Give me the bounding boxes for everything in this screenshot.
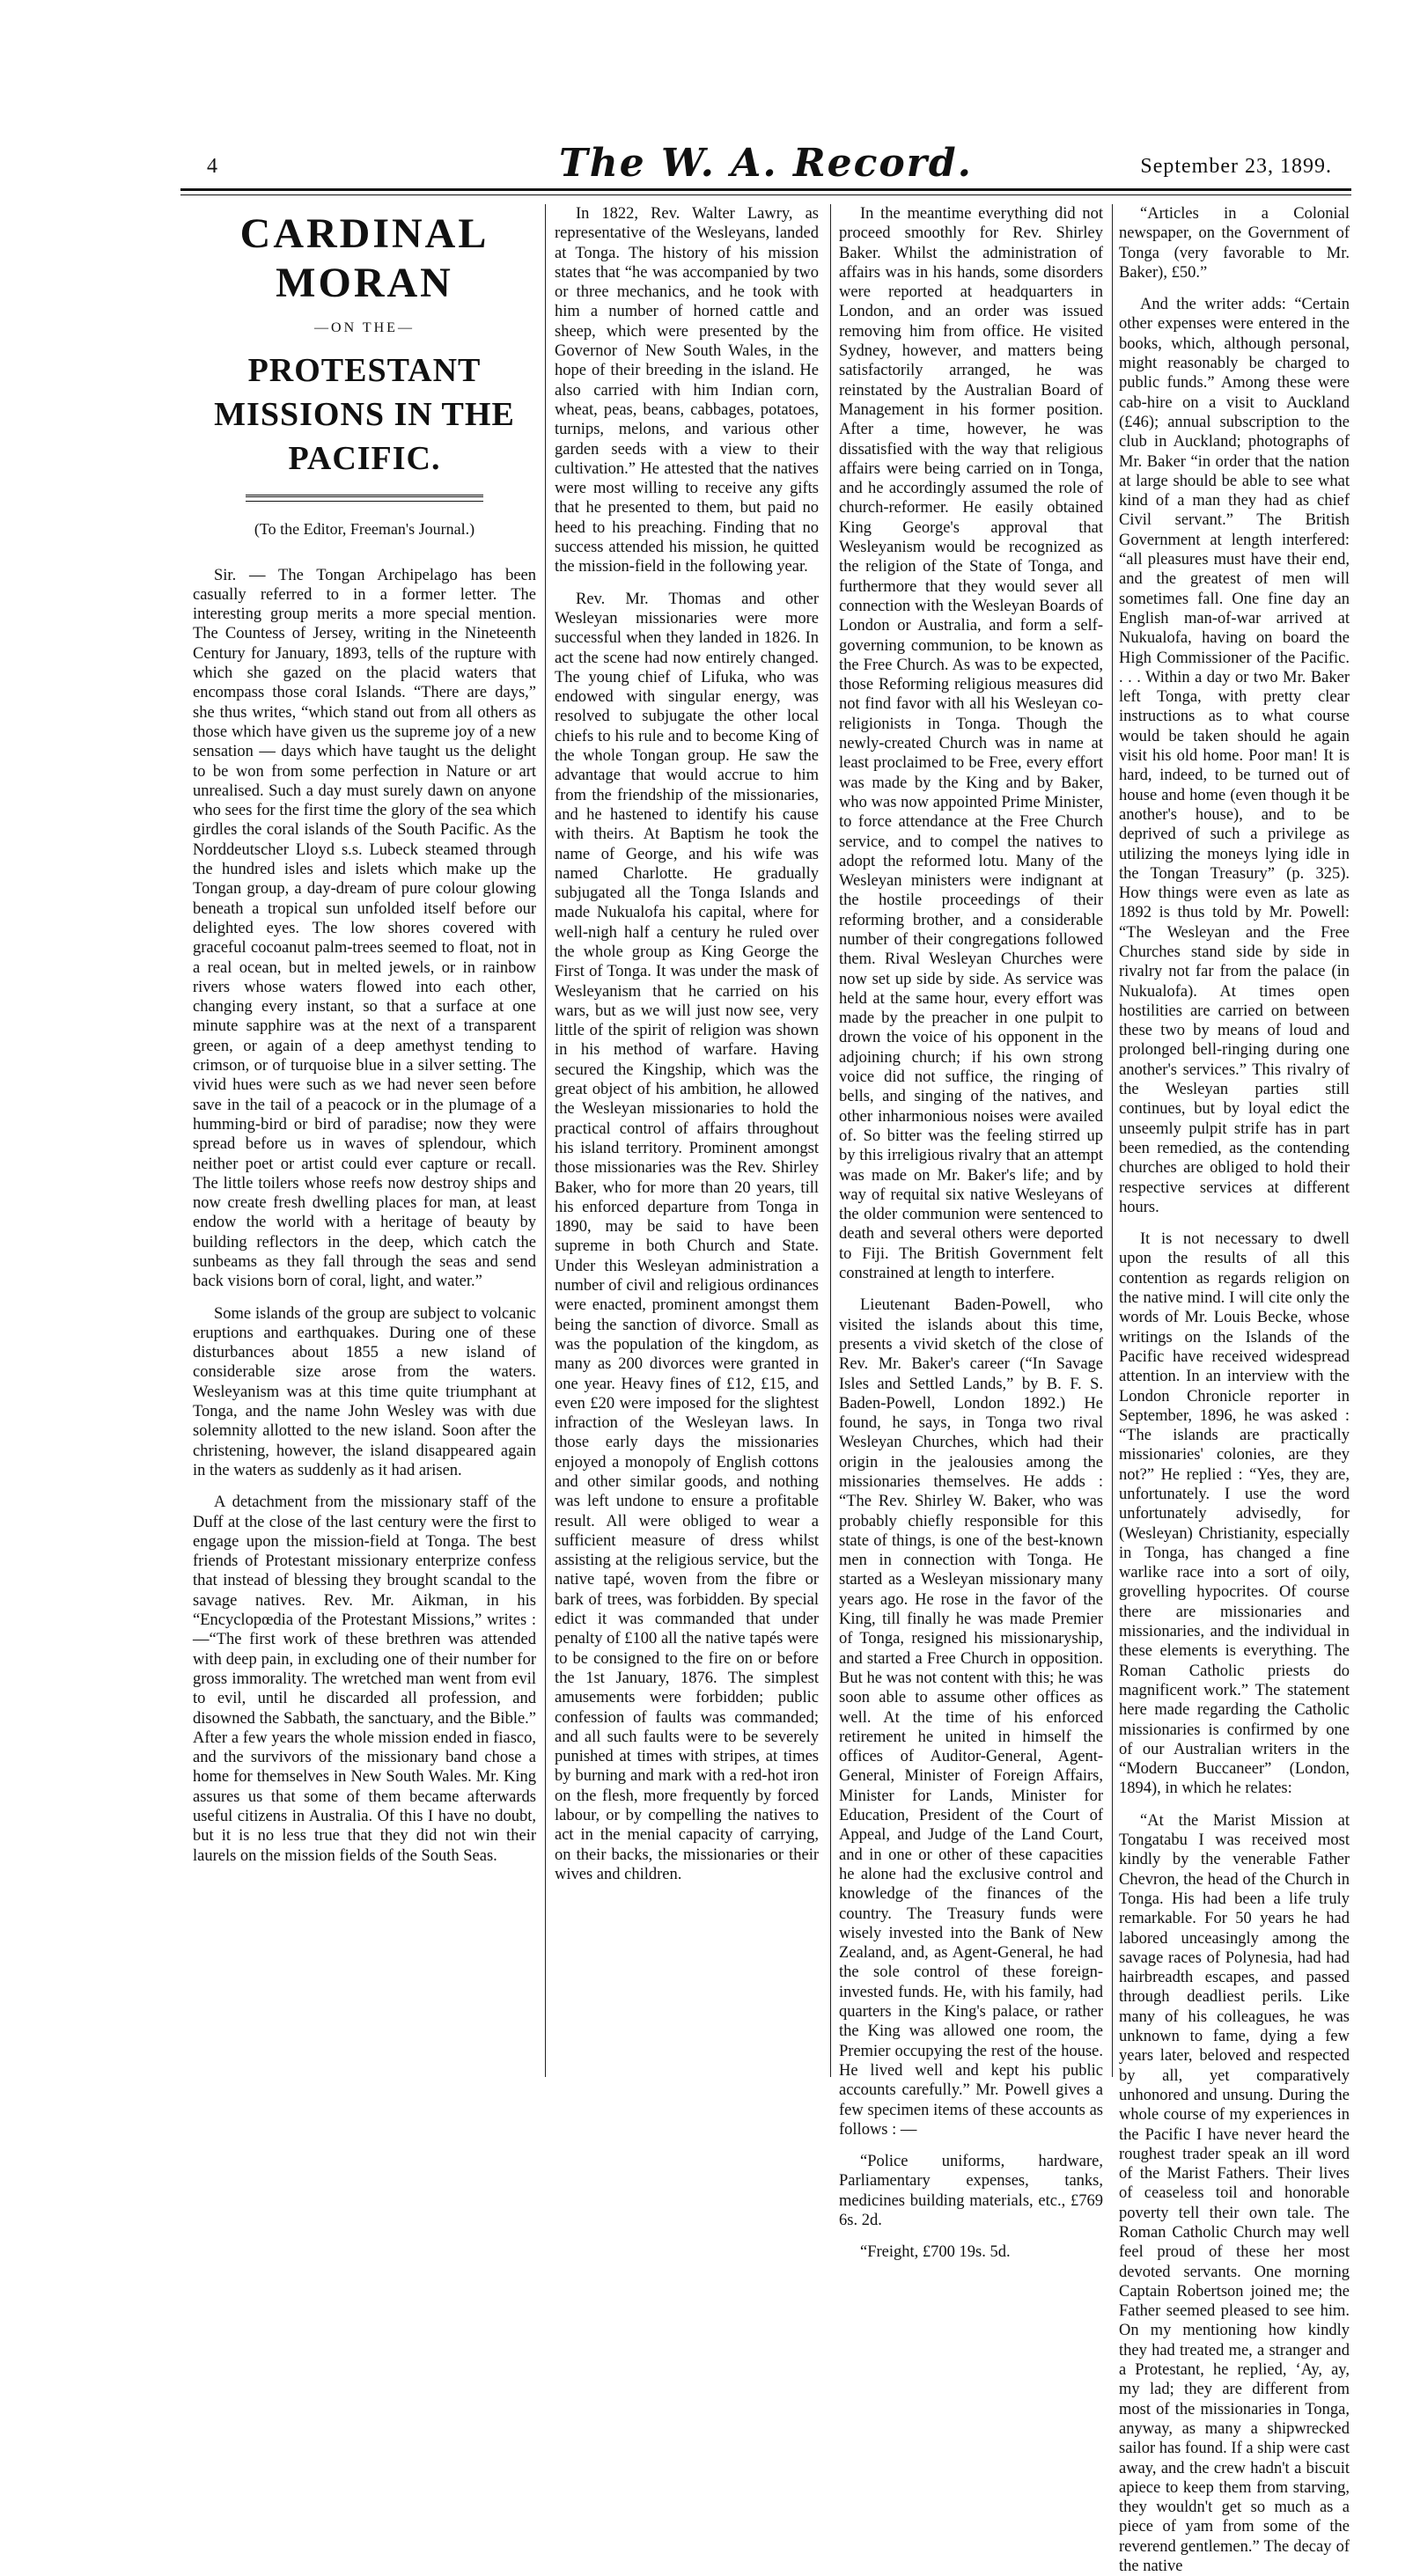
page-number: 4 (207, 155, 217, 178)
column-4 (1119, 204, 1350, 2576)
article-subtitle: PROTESTANT MISSIONS IN THE PACIFIC. (214, 352, 515, 478)
paragraph: In the meantime everything did not proceed smoothly for Rev. Shirley Baker. Whilst the administration of affairs was in his hands, some disorders were reported at headquarters in London, and an order was issued removing him from office. He visited Sydney, however, and matters being satisfactorily arranged, he was reinstated by the Australian Board of Management in his former position. After a time, however, he was dissatisfied with the way that religious affairs were being carried on in Tonga, and he accordingly assumed the role of church-reformer. He easily obtained King George's approval that Wesleyanism would be recognized as the religion of the State of Tonga, and furthermore that they would sever all connection with the Wesleyan Boards of London or Australia, and form a self-governing communion, to be known as the Free Church. As was to be expected, those Reforming religious measures did not find favor with all his Wesleyan co-religionists in Tonga. Though the newly-created Church was in name at least proclaimed to be Free, every effort was made by the King and by Baker, who was now appointed Prime Minister, to force attendance at the Free Church service, and to compel the natives to adopt the reformed lotu. Many of the Wesleyan ministers were indignant at the hostile proceedings of their reforming brother, and a considerable number of their congregations followed them. Rival Wesleyan Churches were now set up side by side. As service was held at the same hour, every effort was made by the preacher in one pulpit to drown the voice of his opponent in the adjoining church; if his own strong voice did not suffice, the ringing of bells, and singing of the natives, and other inharmonious noises were availed of. So bitter was the feeling stirred up by this irreligious rivalry that an attempt was made on Mr. Baker's life; and by way of requital six native Wesleyans of the older communion were sentenced to death and several others were deported to Fiji. The British Government felt constrained at length to interfere. (839, 205, 1103, 1283)
paragraph: In 1822, Rev. Walter Lawry, as representative of the Wesleyans, landed at Tonga. The history of his mission states that “he was accompanied by two or three mechanics, and he took with him a number of horned cattle and sheep, which were presented by the Governor of New South Wales, in the hope of their breeding in the island. He also carried with him Indian corn, wheat, peas, beans, cabbages, potatoes, turnips, melons, and various other garden seeds with a view to their cultivation.” He attested that the natives were most willing to receive any gifts that he presented to them, but paid no heed to his preaching. Finding that no success attended his mission, he quitted the mission-field in the following year. (555, 205, 819, 576)
column-rule-1 (545, 204, 546, 2077)
paragraph: Lieutenant Baden-Powell, who visited the islands about this time, presents a vivid sketch of the close of Rev. Mr. Baker's career (“In Savage Isles and Settled Lands,” by B. F. S. Baden-Powell, London 1892.) He found, he says, in Tonga two rival Wesleyan Churches, which had their origin in the jealousies among the missionaries themselves. He adds : “The Rev. Shirley W. Baker, who was probably chiefly responsible for this state of things, is one of the best-known men in connection with Tonga. He started as a Wesleyan missionary many years ago. He rose in the favor of the King, till finally he was made Premier of Tonga, resigned his missionaryship, and started a Free Church in opposition. But he was not content with this; he was soon able to assume other offices as well. At the time of his enforced retirement he united in himself the offices of Auditor-General, Agent-General, Minister of Foreign Affairs, Minister for Lands, Minister for Education, President of the Court of Appeal, and Judge of the Land Court, and in one or other of these capacities he alone had the exclusive control and knowledge of the finances of the country. The Treasury funds were wisely invested into the Bank of New Zealand, and, as Agent-General, he had the sole control of these foreign-invested funds. He, with his family, had quarters in the King's palace, or rather the King was allowed one room, the Premier occupying the rest of the house. He lived well and kept his public accounts carefully.” Mr. Powell gives a few specimen items of these accounts as follows : — (839, 1296, 1103, 2139)
column-2 (555, 204, 819, 2077)
column-3 (839, 204, 1103, 2262)
paragraph: And the writer adds: “Certain other expenses were entered in the books, which, although personal, might reasonably be charged to public funds.” Among these were cab-hire on a visit to Auckland (£46); annual subscription to the club in Auckland; photographs of Mr. Baker “in order that the nation at large should be able to see what kind of a man they had as chief Civil servant.” The British Government at length interfered: “all pleasures must have their end, and the greatest of men will sometimes fall. One fine day an English man-of-war arrived at Nukualofa, having on board the High Commissioner of the Pacific. . . . Within a day or two Mr. Baker left Tonga, with pretty clear instructions as to what course would be taken should he again visit his old home. Poor man! It is hard, indeed, to be turned out of house and home (even though it be another's house), and to be deprived of such a privilege as utilizing the moneys lying idle in the Tongan Treasury” (p. 325). How things were even as late as 1892 is thus told by Mr. Powell: “The Wesleyan and the Free Churches stand side by side in rivalry not far from the palace (in Nukualofa). At times open hostilities are carried on between these two by means of loud and prolonged bell-ringing during one another's services.” This rivalry of the Wesleyan parties still continues, but by loyal edict the unseemly pulpit strife has in part been remedied, as the contending churches are obliged to hold their respective services at different hours. (1119, 296, 1350, 1216)
article-on-the: —ON THE— (314, 320, 415, 335)
page-header (180, 141, 1351, 188)
paragraph: Rev. Mr. Thomas and other Wesleyan missionaries were more successful when they landed in 1826. In act the scene had now entirely changed. The young chief of Lifuka, who was endowed with singular energy, was resolved to subjugate the other local chiefs to his rule and to become King of the whole Tongan group. He saw the advantage that would accrue to him from the friendship of the missionaries, and he hastened to identify his cause with theirs. At Baptism he took the name of George, and his wife was named Charlotte. He gradually subjugated all the Tonga Islands and made Nukualofa his capital, where for well-nigh half a century he ruled over the whole group as King George the First of Tonga. It was under the mask of Wesleyanism that he carried on his wars, but as we will just now see, very little of the spirit of religion was shown in his method of warfare. Having secured the Kingship, which was the great object of his ambition, he allowed the Wesleyan missionaries to hold the practical control of affairs throughout his island territory. Prominent amongst those missionaries was the Rev. Shirley Baker, who for more than 20 years, till his enforced departure from Tonga in 1890, may be said to have been supreme in both Church and State. Under this Wesleyan administration a number of civil and religious ordinances were enacted, prominent amongst them being the sanction of divorce. Small as was the population of the kingdom, as many as 200 divorces were granted in one year. Heavy fines of £12, £15, and even £20 were imposed for the slightest infraction of the Wesleyan laws. In those early days the missionaries enjoyed a monopoly of English cottons and other similar goods, and nothing was left undone to ensure a profitable result. All were obliged to wear a sufficient measure of dress whilst assisting at the religious service, but the native tapé, woven from the fibre or bark of trees, was forbidden. By special edict it was commanded that under penalty of £100 all the native tapés were to be consigned to the fire on or before the 1st January, 1876. The simplest amusements were forbidden; public confession of faults was commanded; and all such faults were to be severely punished at times with stripes, at times by burning and mark with a red-hot iron on the flesh, more frequently by forced labour, or by compelling the natives to act in the menial capacity of carrying, on their backs, the missionaries or their wives and children. (555, 590, 819, 1883)
column-rule-3 (1112, 204, 1113, 2077)
paragraph: Sir. — The Tongan Archipelago has been casually referred to in a former letter. The interesting group merits a more special mention. The Countess of Jersey, writing in the Nineteenth Century for January, 1893, tells of the rupture with which she gazed on the placid waters that encompass those coral Islands. “There are days,” she thus writes, “which stand out from all others as those which have given us the supreme joy of a new sensation — days which have taught us the delight to be won from some perfection in Nature or art unrealised. Such a day must surely dawn on anyone who sees for the first time the glory of the sea which girdles the coral islands of the South Pacific. As the Norddeutscher Lloyd s.s. Lubeck steamed through the hundred isles and islets which make up the Tongan group, a day-dream of pure colour glowing beneath a tropical sun unfolded itself before our delighted eyes. The low shores covered with graceful cocoanut palm-trees seemed to float, not in a real ocean, but in melted jewels, or in rainbow rivers whose waters flowed into each other, changing every instant, so that a surface at one minute sapphire was at the next of a transparent green, or again of a deep amethyst tending to crimson, or of turquoise blue in a silver setting. The vivid hues were such as we had never seen before save in the tail of a peacock or in the plumage of a humming-bird or bird of paradise; now they were spread before us in waves of splendour, which neither poet or artist could ever capture or recall. The little toilers whose reefs now destroy ships and now create fresh dwelling places for man, at least endow the world with a heritage of beauty by building reflectors in the deep, which catch the sunbeams as they fall through the seas and send back visions born of coral, light, and water.” (193, 566, 536, 1291)
title-double-rule (246, 495, 483, 502)
editor-line: (To the Editor, Freeman's Journal.) (254, 520, 475, 539)
masthead: The W. A. Record. (559, 141, 973, 186)
article-title: CARDINAL MORAN (239, 210, 489, 306)
paragraph: “Police uniforms, hardware, Parliamentary expenses, tanks, medicines building materials, etc., £769 6s. 2d. (839, 2153, 1103, 2229)
paragraph: It is not necessary to dwell upon the results of all this contention as regards religion on the native mind. I will cite only the words of Mr. Louis Becke, whose writings on the Islands of the Pacific have received widespread attention. In an interview with the London Chronicle reporter in September, 1896, he was asked : “The islands are practically missionaries' colonies, are they not?” He replied : “Yes, they are, unfortunately. I use the word unfortunately advisedly, for (Wesleyan) Christianity, especially in Tonga, has changed a fine warlike race into a sort of oily, grovelling hypocrites. Of course there are missionaries and missionaries, and the individual in these elements is everything. The Roman Catholic priests do magnificent work.” The statement here made regarding the Catholic missionaries is confirmed by one of our Australian writers in the “Modern Buccaneer” (London, 1894), in which he relates: (1119, 1230, 1350, 1798)
issue-date: September 23, 1899. (1140, 155, 1332, 178)
paragraph: “Articles in a Colonial newspaper, on the Government of Tonga (very favorable to Mr. Baker), £50.” (1119, 205, 1350, 282)
column-1 (193, 204, 536, 2077)
paragraph: “Freight, £700 19s. 5d. (860, 2243, 1011, 2262)
header-rule-thin (180, 194, 1351, 195)
paragraph: Some islands of the group are subject to volcanic eruptions and earthquakes. During one of these disturbances about 1855 a new island of considerable size arose from the waters. Wesleyanism was at this time quite triumphant at Tonga, and the name John Wesley was with due solemnity allotted to the new island. Soon after the christening, however, the island disappeared again in the waters as suddenly as it had arisen. (193, 1304, 536, 1479)
header-rule-thick (180, 188, 1351, 191)
paragraph: “At the Marist Mission at Tongatabu I was received most kindly by the venerable Father Chevron, the head of the Church in Tonga. His had been a life truly remarkable. For 50 years he had labored unceasingly among the savage races of Polynesia, had had hairbreadth escapes, and passed through deadliest perils. Like many of his colleagues, he was unknown to fame, dying a few years later, beloved and respected by all, yet comparatively unhonored and unsung. During the whole course of my experiences in the Pacific I have never heard the roughest trader speak an ill word of the Marist Fathers. Their lives of ceaseless toil and honorable poverty tell their own tale. The Roman Catholic Church may well feel proud of these her most devoted servants. One morning Captain Robertson joined me; the Father seemed pleased to see him. On my mentioning how kindly they had treated me, a stranger and a Protestant, he replied, ‘Ay, ay, my lad; they are different from most of the missionaries in Tonga, anyway, as many a shipwrecked sailor has found. If a ship were cast away, and the crew hadn't a biscuit apiece to keep them from starving, they wouldn't get so much as a piece of yam from some of the reverend gentlemen.” The decay of the native (1119, 1811, 1350, 2576)
newspaper-page (180, 141, 1351, 2576)
paragraph: A detachment from the missionary staff of the Duff at the close of the last century were the first to engage upon the mission-field at Tonga. The best friends of Protestant missionary enterprize confess that instead of blessing they brought scandal to the savage natives. Rev. Mr. Aikman, in his “Encyclopœdia of the Protestant Missions,” writes :—“The first work of these brethren was attended with deep pain, in excluding one of their number for gross immorality. The wretched man went from evil to evil, until he discarded all profession, and disowned the Sabbath, the sanctuary, and the Bible.” After a few years the whole mission ended in fiasco, and the survivors of the missionary band chose a home for themselves in New South Wales. Mr. King assures us that some of them became afterwards useful citizens in Australia. Of this I have no doubt, but it is no less true that they did not win their laurels on the mission fields of the South Seas. (193, 1493, 536, 1865)
column-rule-2 (830, 204, 831, 2077)
